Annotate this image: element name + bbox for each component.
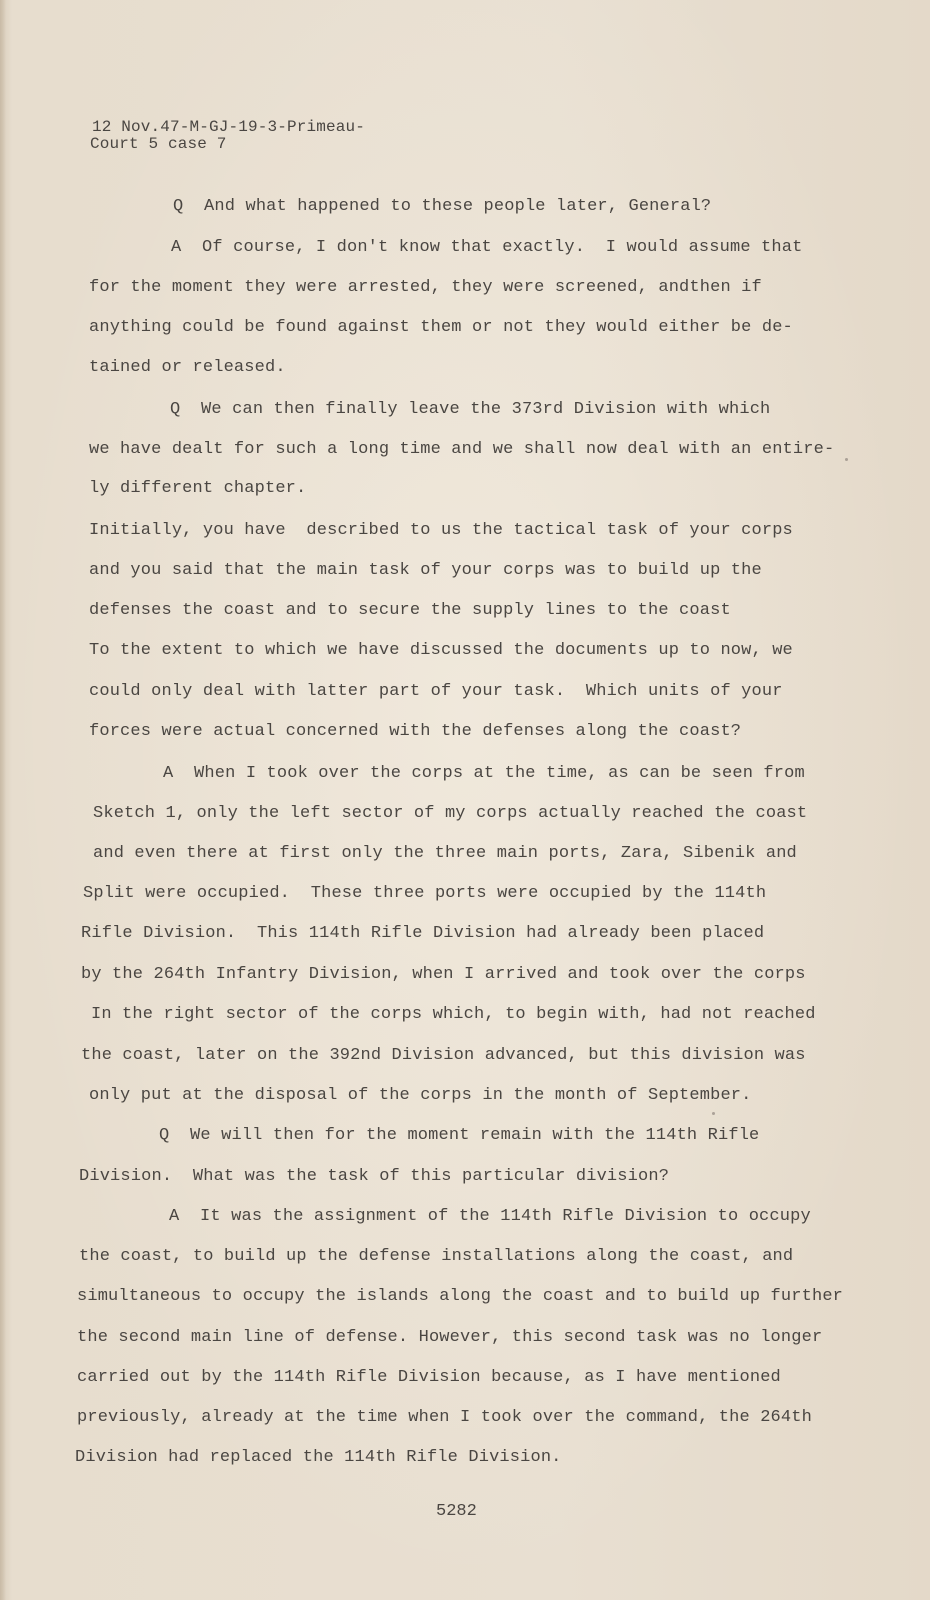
body-line: A Of course, I don't know that exactly. I would assume that bbox=[171, 238, 803, 257]
page-edge-shadow bbox=[0, 0, 6, 1600]
body-line: Division had replaced the 114th Rifle Division. bbox=[75, 1448, 562, 1467]
body-line: could only deal with latter part of your task. Which units of your bbox=[89, 682, 783, 701]
body-line: forces were actual concerned with the defenses along the coast? bbox=[89, 722, 742, 741]
body-line: anything could be found against them or not they would either be de- bbox=[89, 318, 793, 337]
body-line: A When I took over the corps at the time, as can be seen from bbox=[163, 764, 805, 783]
header-court-case: Court 5 case 7 bbox=[90, 135, 227, 153]
body-line: the coast, later on the 392nd Division advanced, but this division was bbox=[81, 1046, 806, 1065]
body-line: only put at the disposal of the corps in the month of September. bbox=[89, 1086, 752, 1105]
body-line: Rifle Division. This 114th Rifle Division had already been placed bbox=[81, 924, 765, 943]
body-line: by the 264th Infantry Division, when I arrived and took over the corps bbox=[81, 965, 806, 984]
body-line: To the extent to which we have discussed the documents up to now, we bbox=[89, 641, 793, 660]
body-line: Split were occupied. These three ports were occupied by the 114th bbox=[83, 884, 767, 903]
body-line: we have dealt for such a long time and we shall now deal with an entire- bbox=[89, 440, 835, 459]
body-line: defenses the coast and to secure the supply lines to the coast bbox=[89, 601, 731, 620]
header-reference: 12 Nov.47-M-GJ-19-3-Primeau- bbox=[92, 118, 366, 136]
body-line: Sketch 1, only the left sector of my corps actually reached the coast bbox=[93, 804, 808, 823]
body-line: tained or released. bbox=[89, 358, 286, 377]
paper-speck bbox=[845, 458, 848, 461]
body-line: and even there at first only the three main ports, Zara, Sibenik and bbox=[93, 844, 797, 863]
body-line: In the right sector of the corps which, to begin with, had not reached bbox=[91, 1005, 816, 1024]
body-line: for the moment they were arrested, they were screened, andthen if bbox=[89, 278, 762, 297]
body-line: the second main line of defense. However, this second task was no longer bbox=[77, 1328, 823, 1347]
body-line: Q We can then finally leave the 373rd Division with which bbox=[170, 400, 771, 419]
body-line: Initially, you have described to us the tactical task of your corps bbox=[89, 521, 793, 540]
body-line: the coast, to build up the defense installations along the coast, and bbox=[79, 1247, 794, 1266]
body-line: previously, already at the time when I took over the command, the 264th bbox=[77, 1408, 812, 1427]
body-line: Division. What was the task of this particular division? bbox=[79, 1167, 670, 1186]
body-line: Q And what happened to these people later, General? bbox=[173, 197, 712, 216]
page-number: 5282 bbox=[436, 1502, 477, 1521]
body-line: Q We will then for the moment remain with the 114th Rifle bbox=[159, 1126, 760, 1145]
body-line: ly different chapter. bbox=[89, 479, 307, 498]
body-line: carried out by the 114th Rifle Division because, as I have mentioned bbox=[77, 1368, 781, 1387]
body-line: and you said that the main task of your corps was to build up the bbox=[89, 561, 762, 580]
paper-speck bbox=[712, 1112, 715, 1115]
body-line: simultaneous to occupy the islands along the coast and to build up further bbox=[77, 1287, 844, 1306]
body-line: A It was the assignment of the 114th Rifle Division to occupy bbox=[169, 1207, 811, 1226]
